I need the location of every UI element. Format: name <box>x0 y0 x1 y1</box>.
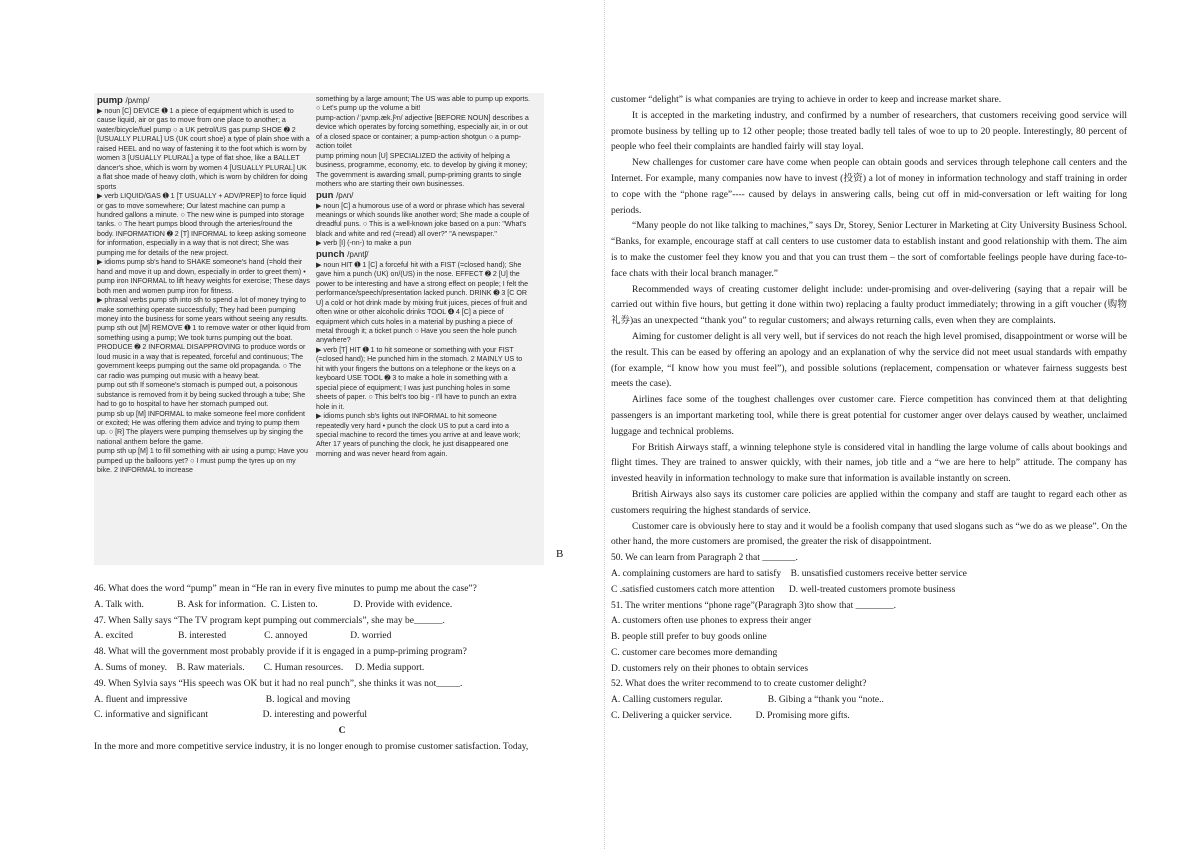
dict-entry: ▶ noun [C] a humorous use of a word or phrase which has several meanings or which sounds like another word; She made a couple of dreadful puns. ○ This is a well-known joke based on a pun: "What's black and white and red (=read) all over?" "A newspaper." <box>316 201 529 238</box>
question-51-option: D. customers rely on their phones to obtain services <box>611 663 809 674</box>
question-51-option: C. customer care becomes more demanding <box>611 647 778 658</box>
headword: pun <box>316 189 334 201</box>
pronunciation: /pʌn/ <box>336 190 354 200</box>
dictionary-left-column <box>97 95 311 476</box>
question-49-options-cd: C. informative and significant D. interesting and powerful <box>94 710 368 721</box>
question-49: 49. When Sylvia says “His speech was OK but it had no real punch”, she thinks it was not_____. <box>94 678 463 689</box>
passage-paragraph: It is accepted in the marketing industry, and confirmed by a number of researchers, that customers receiving good service will promote business by telling up to 12 other people; those treated badly tell tales of woe to up to 20 people. Interestingly, 80 percent of people who feel their complaints are handled fairly will stay loyal. <box>611 110 1127 153</box>
dictionary-excerpt-image <box>94 93 544 565</box>
dictionary-right-column <box>316 95 530 459</box>
passage-paragraph: customer “delight” is what companies are trying to achieve in order to keep and increase market share. <box>611 95 1002 105</box>
dict-entry: ▶ noun HIT ➊ 1 [C] a forceful hit with a FIST (=closed hand); She gave him a punch (UK) on/(US) in the nose. EFFECT ➋ 2 [U] the power to be interesting and have a strong effect on people; I felt the performance/speech/presentation lacked punch. DRINK ➌ 3 [C OR U] a cold or hot drink made by mixing fruit juices, pieces of fruit and often wine or other alcoholic drinks TOOL ➍ 4 [C] a piece of equipment which cuts holes in a material by pushing a piece of metal through it; a ticket punch ○ Have you seen the hole punch anywhere? <box>316 260 529 345</box>
section-c-label: C <box>338 726 346 737</box>
question-50-option: C .satisfied customers catch more attention D. well-treated customers promote business <box>611 584 956 595</box>
dict-entry: pump sb up [M] INFORMAL to make someone feel more confident or excited; He was offering them advice and trying to pump them up. ○ [R] The players were pumping themselves up by singing the national anthem before the game. <box>97 409 305 446</box>
question-52-option: C. Delivering a quicker service. D. Promising more gifts. <box>611 711 850 722</box>
question-46: 46. What does the word “pump” mean in “He ran in every five minutes to pump me about the case”? <box>94 584 477 594</box>
headword: pump <box>97 95 123 106</box>
question-50-option: A. complaining customers are hard to satisfy B. unsatisfied customers receive better service <box>611 568 967 579</box>
dict-entry: pump-action /ˈpʌmp.æk.ʃᵊn/ adjective [BEFORE NOUN] describes a device which operates by forcing something, especially air, in or out of a closed space or container; a pump-action shotgun ○ a pump-action toilet <box>316 113 529 151</box>
passage-paragraph: New challenges for customer care have come when people can obtain goods and services through telephone call centers and the Internet. For example, many companies now have to invest (投资) a lot of money in information technology and staff training in order to cope with the “phone rage”---- caused by delays in answering calls, being cut off in mid-conversation or left waiting for long periods. <box>611 158 1127 216</box>
question-50: 50. We can learn from Paragraph 2 that _______. <box>611 553 798 564</box>
passage-paragraph: British Airways also says its customer care policies are applied within the company and staff are taught to regard each other as customers requiring the highest standards of service. <box>611 489 1127 516</box>
dict-entry: ▶ idioms pump sb's hand to SHAKE someone's hand (=hold their hand and move it up and down, especially in order to greet them) • pump iron INFORMAL to lift heavy weights for exercise; These days both men and women pump iron for fitness. <box>97 258 310 295</box>
question-48-options: A. Sums of money. B. Raw materials. C. Human resources. D. Media support. <box>94 662 425 673</box>
dict-headword-punch <box>316 249 530 261</box>
question-51-option: A. customers often use phones to express their anger <box>611 616 812 627</box>
dict-entry: something by a large amount; The US was able to pump up exports. ○ Let's pump up the volume a bit! <box>316 95 530 113</box>
dict-entry: ▶ phrasal verbs pump sth into sth to spend a lot of money trying to make something operate successfully; They had been pumping money into the business for some years without seeing any results. <box>97 296 308 323</box>
question-47-options: A. excited B. interested C. annoyed D. worried <box>94 631 392 642</box>
question-52: 52. What does the writer recommend to to create customer delight? <box>611 679 867 690</box>
page-divider <box>604 0 605 849</box>
passage-paragraph: Aiming for customer delight is all very well, but if services do not reach the high level promised, disappointment or worse will be the result. This can be eased by offering an apology and an explanation of why the service did not meet usual standards with empathy (for example, “I know how you must feel”), and possible solutions (replacement, compensation or whatever fairness suggests best meets the case). <box>611 331 1127 390</box>
dict-entry: ▶ verb [T] HIT ➊ 1 to hit someone or something with your FIST (=closed hand); He punched him in the stomach. 2 MAINLY US to hit with your fingers the buttons on a telephone or the keys on a keyboard USE TOOL ➋ 3 to make a hole in something with a special piece of equipment; I was just punching holes in some sheets of paper. ○ This belt's too big - I'll have to punch an extra hole in it. <box>316 345 523 411</box>
question-46-options: A. Talk with. B. Ask for information. C. Listen to. D. Provide with evidence. <box>94 599 453 610</box>
dict-entry: ▶ verb LIQUID/GAS ➊ 1 [T USUALLY + ADV/PREP] to force liquid or gas to move somewhere; Our latest machine can pump a hundred gallons a minute. ○ The new wine is pumped into storage tanks. ○ The heart pumps blood through the arteries/round the body. INFORMATION ➋ 2 [T] INFORMAL to keep asking someone for information, especially in a way that is not direct; She was pumping me for details of the new project. <box>97 192 307 257</box>
questions-46-49 <box>94 582 590 756</box>
dict-headword-pun <box>316 190 530 202</box>
passage-c-intro: In the more and more competitive service industry, it is no longer enough to promise customer satisfaction. Today, <box>94 741 529 752</box>
dict-entry: pump out sth If someone's stomach is pumped out, a poisonous substance is removed from it by being sucked through a tube; She had to go to hospital to have her stomach pumped out. <box>97 381 306 409</box>
dict-entry: ▶ idioms punch sb's lights out INFORMAL to hit someone repeatedly very hard • punch the clock US to put a card into a special machine to record the times you arrive at and leave work; After 17 years of punching the clock, he just disappeared one morning and was never heard from again. <box>316 412 521 458</box>
pronunciation: /pʌmp/ <box>125 96 150 105</box>
question-52-option: A. Calling customers regular. B. Gibing a “thank you “note.. <box>611 695 884 706</box>
passage-c-continued <box>611 93 1127 725</box>
passage-paragraph: For British Airways staff, a winning telephone style is considered vital in handling the large volume of calls about bookings and flight times. They are trained to answer quickly, with their names, job title and a “we are here to help” attitude. The company has invested heavily in information technology to make sure that information is available instantly on screen. <box>611 442 1127 485</box>
dict-entry: pump sth out [M] REMOVE ➊ 1 to remove water or other liquid from something using a pump; We took turns pumping out the boat. PRODUCE ➋ 2 INFORMAL DISAPPROVING to produce words or loud music in a way that is repeated, forceful and continuous; The government keeps pumping out the same old propaganda. ○ The car radio was pumping out music with a heavy beat. <box>97 324 311 380</box>
dict-entry: ▶ verb [I] (-nn-) to make a pun <box>316 239 412 248</box>
passage-paragraph: Airlines face some of the toughest challenges over customer care. Fierce competition has convinced them at that delighting passengers is an important marketing tool, while there is great potential for customer anger over delays caused by weather, unclaimed luggage and technical problems. <box>611 395 1127 437</box>
dict-entry: pump priming noun [U] SPECIALIZED the activity of helping a business, programme, economy, etc. to develop by giving it money; The government is awarding small, pump-priming grants to single mothers who are starting their own businesses. <box>316 151 528 189</box>
question-49-options-ab: A. fluent and impressive B. logical and moving <box>94 694 351 705</box>
passage-paragraph: Recommended ways of creating customer delight include: under-promising and over-delivering (saying that a repair will be carried out within five hours, but getting it done within two) replacing a faulty product immediately; throwing in a gift voucher (购物礼券)as an unexpected “thank you” to regular customers; and always returning calls, even when they are complaints. <box>611 284 1127 327</box>
section-b-label: B <box>556 548 564 560</box>
passage-paragraph: “Many people do not like talking to machines,” says Dr, Storey, Senior Lecturer in Marketing at City University Business School. “Banks, for example, encourage staff at call centers to use customer data to establish instant and good relationship with them. The aim is to make the customer feel they know you and that you can trust them – the sort of comfortable feelings people have during face-to-face chats with their local branch manager.” <box>611 221 1127 279</box>
pronunciation: /pʌntʃ/ <box>347 249 369 259</box>
question-51-option: B. people still prefer to buy goods online <box>611 632 767 643</box>
dict-entry: pump sth up [M] 1 to fill something with air using a pump; Have you pumped up the balloons yet? ○ I must pump the tyres up on my bike. 2 INFORMAL to increase <box>97 447 308 475</box>
question-47: 47. When Sally says “The TV program kept pumping out commercials”, she may be______. <box>94 615 445 626</box>
passage-paragraph: Customer care is obviously here to stay and it would be a foolish company that used slogans such as “we do as we please”. On the other hand, the more customers are promised, the greater the risk of disappointment. <box>611 521 1127 548</box>
headword: punch <box>316 248 345 260</box>
question-51: 51. The writer mentions “phone rage”(Paragraph 3)to show that ________. <box>611 600 897 611</box>
question-48: 48. What will the government most probably provide if it is engaged in a pump-priming program? <box>94 647 467 658</box>
dict-entry: ▶ noun [C] DEVICE ➊ 1 a piece of equipment which is used to cause liquid, air or gas to move from one place to another; a water/bicycle/fuel pump ○ a UK petrol/US gas pump SHOE ➋ 2 [USUALLY PLURAL] US (UK court shoe) a type of plain shoe with a raised HEEL and no way of fastening it to the foot which is worn by women 3 [USUALLY PLURAL] a type of flat shoe, like a BALLET dancer's shoe, which is worn by women 4 [USUALLY PLURAL] UK a flat shoe made of heavy cloth, which is worn by children for doing sports <box>97 107 310 191</box>
dict-headword-pump <box>97 95 311 107</box>
